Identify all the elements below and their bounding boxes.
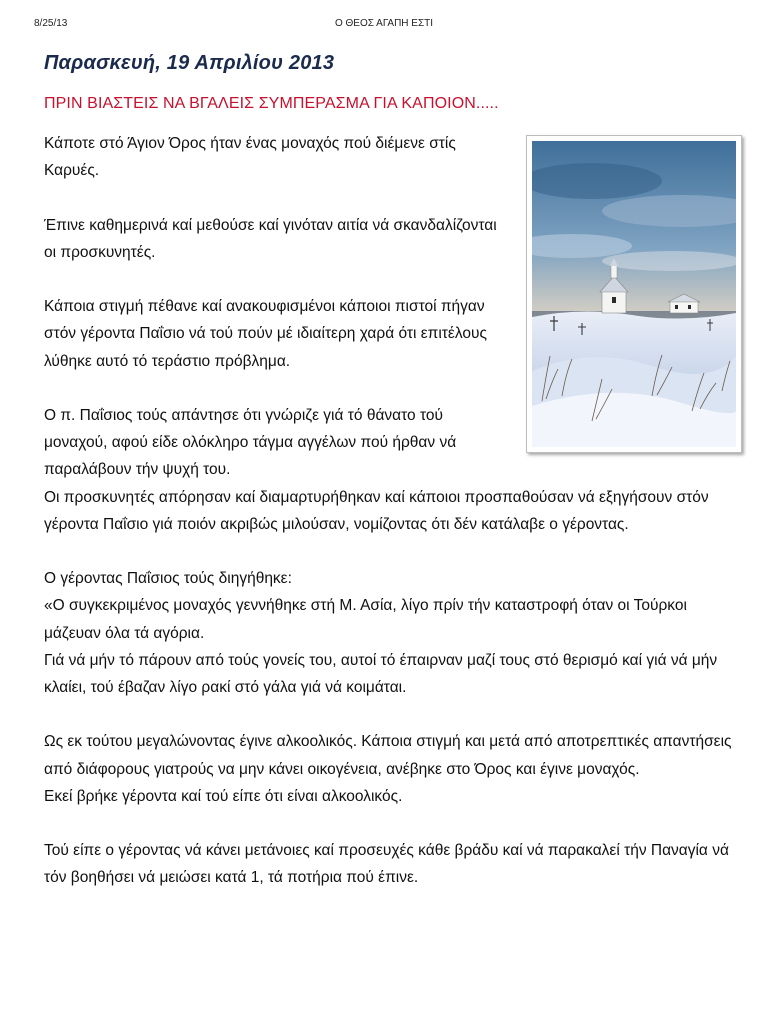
paragraph: Κάποια στιγμή πέθανε καί ανακουφισμένοι κάποιοι πιστοί πήγαν στόν γέροντα Παΐσιο νά τού πούν μέ ιδιαίτερη χαρά ότι επιτέλους λύθηκε αυτό τό τεράστιο πρόβλημα. <box>44 298 487 370</box>
print-header <box>0 18 768 32</box>
paragraph: Κάποτε στό Άγιον Όρος ήταν ένας μοναχός πού διέμενε στίς Καρυές. <box>44 135 456 180</box>
site-title: Ο ΘΕΟΣ ΑΓΑΠΗ ΕΣΤΙ <box>334 18 434 29</box>
paragraph: Έπινε καθημερινά καί μεθούσε καί γινόταν αιτία νά σκανδαλίζονται οι προσκυνητές. <box>44 216 497 261</box>
print-date: 8/25/13 <box>34 18 68 29</box>
paragraph: Τού είπε ο γέροντας νά κάνει μετάνοιες καί προσευχές κάθε βράδυ καί νά παρακαλεί τήν Παναγία νά τόν βοηθήσει νά μειώσει κατά 1, τά ποτήρια πού έπινε. <box>44 842 729 887</box>
paragraph: Ως εκ τούτου μεγαλώνοντας έγινε αλκοολικός. Κάποια στιγμή και μετά από αποτρεπτικές απαντήσεις από διάφορους γιατρούς να μην κάνει οικογένεια, ανέβηκε στο Όρος και έγινε μοναχός. Εκεί βρήκε γέροντα καί τού είπε ότι είναι αλκοολικός. <box>44 733 732 805</box>
paragraph: Ο π. Παΐσιος τούς απάντησε ότι γνώριζε γιά τό θάνατο τού μοναχού, αφού είδε ολόκληρο τάγμα αγγέλων πού ήρθαν νά παραλάβουν τήν ψυχή του. Οι προσκυνητές απόρησαν καί διαμαρτυρήθηκαν καί κάποιοι προσπαθούσαν νά εξηγήσουν στόν γέροντα Παΐσιο γιά ποιόν ακριβώς μιλούσαν, νομίζοντας ότι δέν κατάλαβε ο γέροντας. <box>44 406 709 533</box>
snow-chapel-photo <box>532 141 736 447</box>
post-image[interactable] <box>526 135 742 453</box>
post-date: Παρασκευή, 19 Απριλίου 2013 <box>44 52 335 74</box>
post-title[interactable]: ΠΡΙΝ ΒΙΑΣΤΕΙΣ ΝΑ ΒΓΑΛΕΙΣ ΣΥΜΠΕΡΑΣΜΑ ΓΙΑ ΚΑΠΟΙΟΝ..... <box>44 95 499 112</box>
post-body <box>44 130 734 919</box>
paragraph: Ο γέροντας Παΐσιος τούς διηγήθηκε: «Ο συγκεκριμένος μοναχός γεννήθηκε στή Μ. Ασία, λίγο πρίν τήν καταστροφή όταν οι Τούρκοι μάζευαν όλα τά αγόρια. Γιά νά μήν τό πάρουν από τούς γονείς του, αυτοί τό έπαιρναν μαζί τους στό θερισμό καί γιά νά μήν κλαίει, τού έβαζαν λίγο ρακί στό γάλα γιά νά κοιμάται. <box>44 570 718 696</box>
